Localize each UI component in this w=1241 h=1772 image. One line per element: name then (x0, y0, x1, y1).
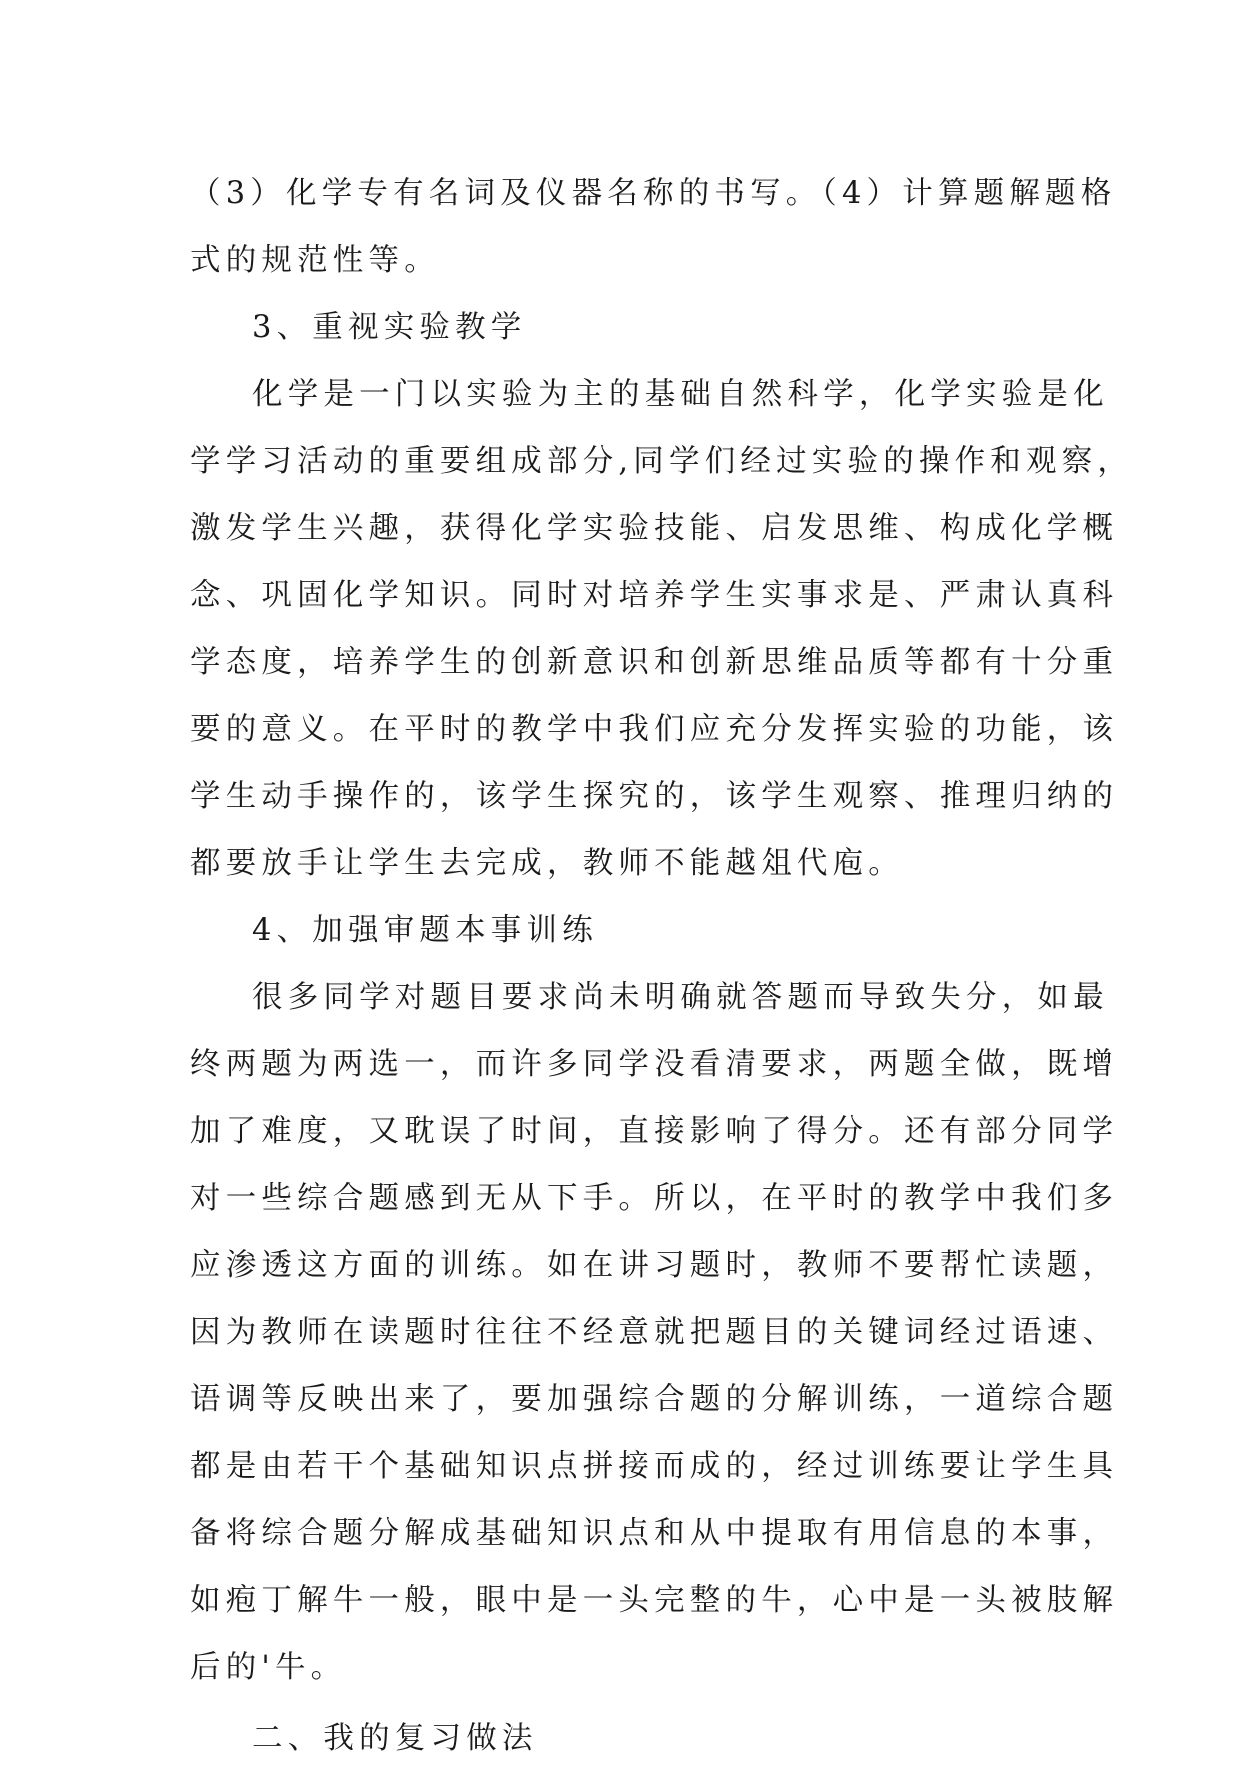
text-line: 化学是一门以实验为主的基础自然科学，化学实验是化 (252, 377, 1109, 412)
document-page (190, 160, 1134, 1772)
document-body (190, 160, 1134, 1772)
text-line: 终两题为两选一，而许多同学没看清要求，两题全做，既增 (190, 1047, 1119, 1082)
text-line: 加了难度，又耽误了时间，直接影响了得分。还有部分同学 (190, 1114, 1119, 1149)
text-line: 如疱丁解牛一般，眼中是一头完整的牛，心中是一头被肢解 (190, 1583, 1119, 1618)
text-line: 备将综合题分解成基础知识点和从中提取有用信息的本事， (190, 1516, 1119, 1551)
text-line: 念、巩固化学知识。同时对培养学生实事求是、严肃认真科 (190, 578, 1119, 613)
text-line: 激发学生兴趣，获得化学实验技能、启发思维、构成化学概 (190, 511, 1119, 546)
text-line: 应渗透这方面的训练。如在讲习题时，教师不要帮忙读题， (190, 1248, 1119, 1283)
text-line: 都是由若干个基础知识点拼接而成的，经过训练要让学生具 (190, 1449, 1119, 1484)
text-line: 对一些综合题感到无从下手。所以，在平时的教学中我们多 (190, 1181, 1119, 1216)
text-line: 学态度，培养学生的创新意识和创新思维品质等都有十分重 (190, 645, 1119, 680)
text-line: 要的意义。在平时的教学中我们应充分发挥实验的功能，该 (190, 712, 1119, 747)
text-line: 语调等反映出来了，要加强综合题的分解训练，一道综合题 (190, 1382, 1119, 1417)
text-line: 后的'牛。 (190, 1650, 347, 1685)
text-line: 学生动手操作的，该学生探究的，该学生观察、推理归纳的 (190, 779, 1119, 814)
text-line: 3、重视实验教学 (252, 310, 527, 345)
text-line: 学学习活动的重要组成部分,同学们经过实验的操作和观察， (190, 444, 1134, 479)
text-line: 很多同学对题目要求尚未明确就答题而导致失分，如最 (252, 980, 1109, 1015)
text-line: 4、加强审题本事训练 (252, 913, 598, 948)
text-line: （3）化学专有名词及仪器名称的书写。（4）计算题解题格 (190, 176, 1117, 211)
text-line: 因为教师在读题时往往不经意就把题目的关键词经过语速、 (190, 1315, 1119, 1350)
text-line: 都要放手让学生去完成，教师不能越俎代庖。 (190, 846, 904, 881)
text-line: 二、我的复习做法 (252, 1721, 538, 1756)
text-line: 式的规范性等。 (190, 243, 440, 278)
